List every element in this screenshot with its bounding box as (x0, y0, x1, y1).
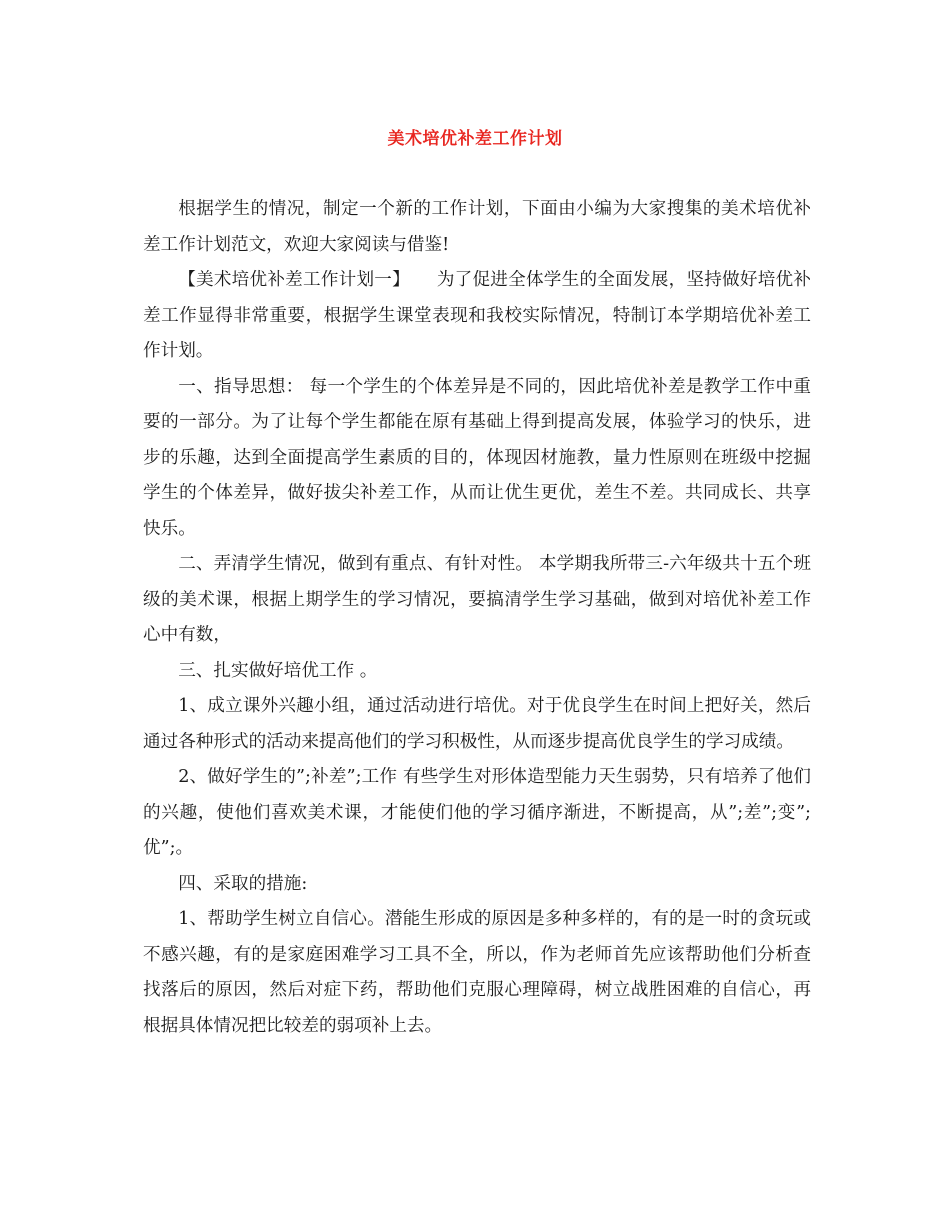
paragraph-section-three: 三、扎实做好培优工作 。 (178, 660, 378, 681)
paragraph-section-four: 四、采取的措施: (178, 873, 308, 894)
document-title: 美术培优补差工作计划 (387, 129, 563, 149)
paragraph-intro: 根据学生的情况，制定一个新的工作计划，下面由小编为大家搜集的美术培优补差工作计划范文，欢迎大家阅读与借鉴! (143, 199, 811, 255)
document-body (143, 192, 811, 1044)
paragraph-confidence: 1、帮助学生树立自信心。潜能生形成的原因是多种多样的，有的是一时的贪玩或不感兴趣，有的是家庭困难学习工具不全，所以，作为老师首先应该帮助他们分析查找落后的原因，然后对症下药，帮助他们克服心理障碍，树立战胜困难的自信心，再根据具体情况把比较差的弱项补上去。 (143, 909, 811, 1036)
paragraph-guiding-thought: 一、指导思想： 每一个学生的个体差异是不同的，因此培优补差是教学工作中重要的一部分。为了让每个学生都能在原有基础上得到提高发展，体验学习的快乐，进步的乐趣，达到全面提高学生素质的目的，体现因材施教，量力性原则在班级中挖掘学生的个体差异，做好拔尖补差工作，从而让优生更优，差生不差。共同成长、共享快乐。 (143, 376, 811, 539)
paragraph-remedial-work: 2、做好学生的”;补差”;工作 有些学生对形体造型能力天生弱势，只有培养了他们的兴趣，使他们喜欢美术课，才能使们他的学习循序渐进，不断提高，从”;差”;变”;优”;。 (143, 767, 811, 858)
paragraph-student-situation: 二、弄清学生情况，做到有重点、有针对性。 本学期我所带三-六年级共十五个班级的美术课，根据上期学生的学习情况，要搞清学生学习基础，做到对培优补差工作心中有数， (143, 554, 811, 645)
paragraph-plan-one: 【美术培优补差工作计划一】 为了促进全体学生的全面发展，坚持做好培优补差工作显得非常重要，根据学生课堂表现和我校实际情况，特制订本学期培优补差工作计划。 (143, 270, 811, 361)
paragraph-interest-group: 1、成立课外兴趣小组，通过活动进行培优。对于优良学生在时间上把好关，然后通过各种形式的活动来提高他们的学习积极性，从而逐步提高优良学生的学习成绩。 (143, 696, 811, 752)
